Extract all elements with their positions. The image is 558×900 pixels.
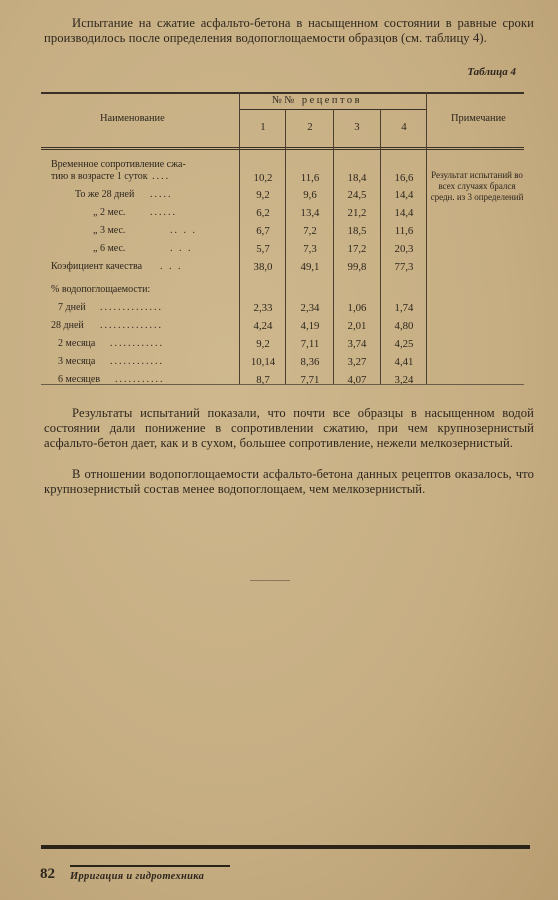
table-cell: 5,7	[256, 243, 270, 255]
table-note: Результат испытаний во всех случаях брался средн. из 3 определений	[430, 170, 524, 202]
table-cell: 1,06	[347, 302, 367, 314]
table-cell: 2,34	[300, 302, 320, 314]
table-cell: 2,01	[347, 320, 367, 332]
row-label-text: тию в возрасте 1 суток	[51, 171, 148, 182]
journal-title: Ирригация и гидротехника	[70, 871, 205, 882]
header-recipes: №№ рецептов	[272, 95, 362, 106]
dot-leader: ..............	[100, 302, 163, 313]
table-cell: 9,6	[303, 189, 317, 201]
table-cell: 14,4	[394, 189, 414, 201]
table-cell: 4,25	[394, 338, 414, 350]
table-cell: 14,4	[394, 207, 414, 219]
recipe-number: 2	[307, 121, 313, 133]
table-cell: 17,2	[347, 243, 367, 255]
row-label: 28 дней	[51, 320, 84, 331]
table-cell: 4,41	[394, 356, 414, 368]
table-cell: 3,24	[394, 374, 414, 386]
table-cell: 18,5	[347, 225, 367, 237]
row-label: То же 28 дней	[75, 189, 135, 200]
table-cell: 2,33	[253, 302, 273, 314]
table-cell: 7,71	[300, 374, 320, 386]
table-cell: 10,14	[250, 356, 276, 368]
table-top-rule	[41, 92, 524, 94]
table-header-rule	[41, 147, 524, 148]
page-number: 82	[40, 866, 55, 882]
table-cell: 3,27	[347, 356, 367, 368]
table-cell: 4,19	[300, 320, 320, 332]
row-label: Временное сопротивление сжа-	[51, 159, 186, 170]
table-cell: 7,11	[300, 338, 320, 350]
table-cell: 3,74	[347, 338, 367, 350]
results-paragraph: Результаты испытаний показали, что почти все образцы в насыщенном водой состоянии дали понижение в сопротивлении сжатию, при чем крупнозернистый асфальто-бетон дает, как и в сухом, большее сопротивление, нежели мелкозернистый.	[44, 406, 534, 451]
table-cell: 4,80	[394, 320, 414, 332]
subheading: % водопоглощаемости:	[51, 284, 151, 295]
table-cell: 7,2	[303, 225, 317, 237]
row-label: Коэфициент качества	[51, 261, 143, 272]
dot-leader: ..............	[100, 320, 163, 331]
dot-leader: .. . .	[170, 225, 197, 236]
table-cell: 49,1	[300, 261, 320, 273]
row-label: 6 месяцев	[58, 374, 101, 385]
table-cell: 99,8	[347, 261, 367, 273]
table-cell: 4,07	[347, 374, 367, 386]
table-cell: 38,0	[253, 261, 273, 273]
header-name: Наименование	[100, 113, 165, 124]
intro-paragraph: Испытание на сжатие асфальто-бетона в насыщенном состоянии в равные сроки производилось после определения водопоглощаемости образцов (см. таблицу 4).	[44, 16, 534, 46]
table-cell: 4,24	[253, 320, 273, 332]
recipe-number: 3	[354, 121, 360, 133]
row-label: „ 2 мес.	[93, 207, 126, 218]
row-label: 2 месяца	[58, 338, 96, 349]
dot-leader: ......	[150, 207, 177, 218]
table-cell: 16,6	[394, 172, 414, 184]
footer-rule	[41, 845, 530, 849]
table-cell: 6,2	[256, 207, 270, 219]
row-label: 7 дней	[58, 302, 86, 313]
table-cell: 9,2	[256, 189, 270, 201]
table-cell: 8,7	[256, 374, 270, 386]
table-cell: 10,2	[253, 172, 273, 184]
row-label: 3 месяца	[58, 356, 96, 367]
table-cell: 8,36	[300, 356, 320, 368]
table-cell: 13,4	[300, 207, 320, 219]
row-label: тию в возрасте 1 суток ....	[51, 171, 171, 182]
table-cell: 11,6	[300, 172, 320, 184]
separator	[250, 580, 290, 581]
table-cell: 1,74	[394, 302, 414, 314]
dot-leader: ...........	[115, 374, 165, 385]
table-caption: Таблица 4	[467, 66, 516, 78]
header-note: Примечание	[451, 113, 506, 124]
table-cell: 20,3	[394, 243, 414, 255]
footer-title-rule	[70, 865, 230, 867]
dot-leader: .....	[150, 189, 173, 200]
dot-leader: ............	[110, 338, 164, 349]
conclusion-paragraph: В отношении водопоглощаемости асфальто-бетона данных рецептов оказалось, что крупнозернистый состав менее водопоглощаем, чем мелкозернистый.	[44, 467, 534, 497]
table-cell: 9,2	[256, 338, 270, 350]
table-cell: 6,7	[256, 225, 270, 237]
table-cell: 18,4	[347, 172, 367, 184]
table-cell: 24,5	[347, 189, 367, 201]
row-label: „ 6 мес.	[93, 243, 126, 254]
row-label: „ 3 мес.	[93, 225, 126, 236]
table-cell: 11,6	[394, 225, 414, 237]
table-header-rule-2	[41, 149, 524, 150]
table-cell: 7,3	[303, 243, 317, 255]
dot-leader: . . .	[160, 261, 183, 272]
dot-leader: ............	[110, 356, 164, 367]
recipe-number: 1	[260, 121, 266, 133]
table-cell: 77,3	[394, 261, 414, 273]
recipe-number: 4	[401, 121, 407, 133]
table-cell: 21,2	[347, 207, 367, 219]
dot-leader: . . .	[170, 243, 193, 254]
